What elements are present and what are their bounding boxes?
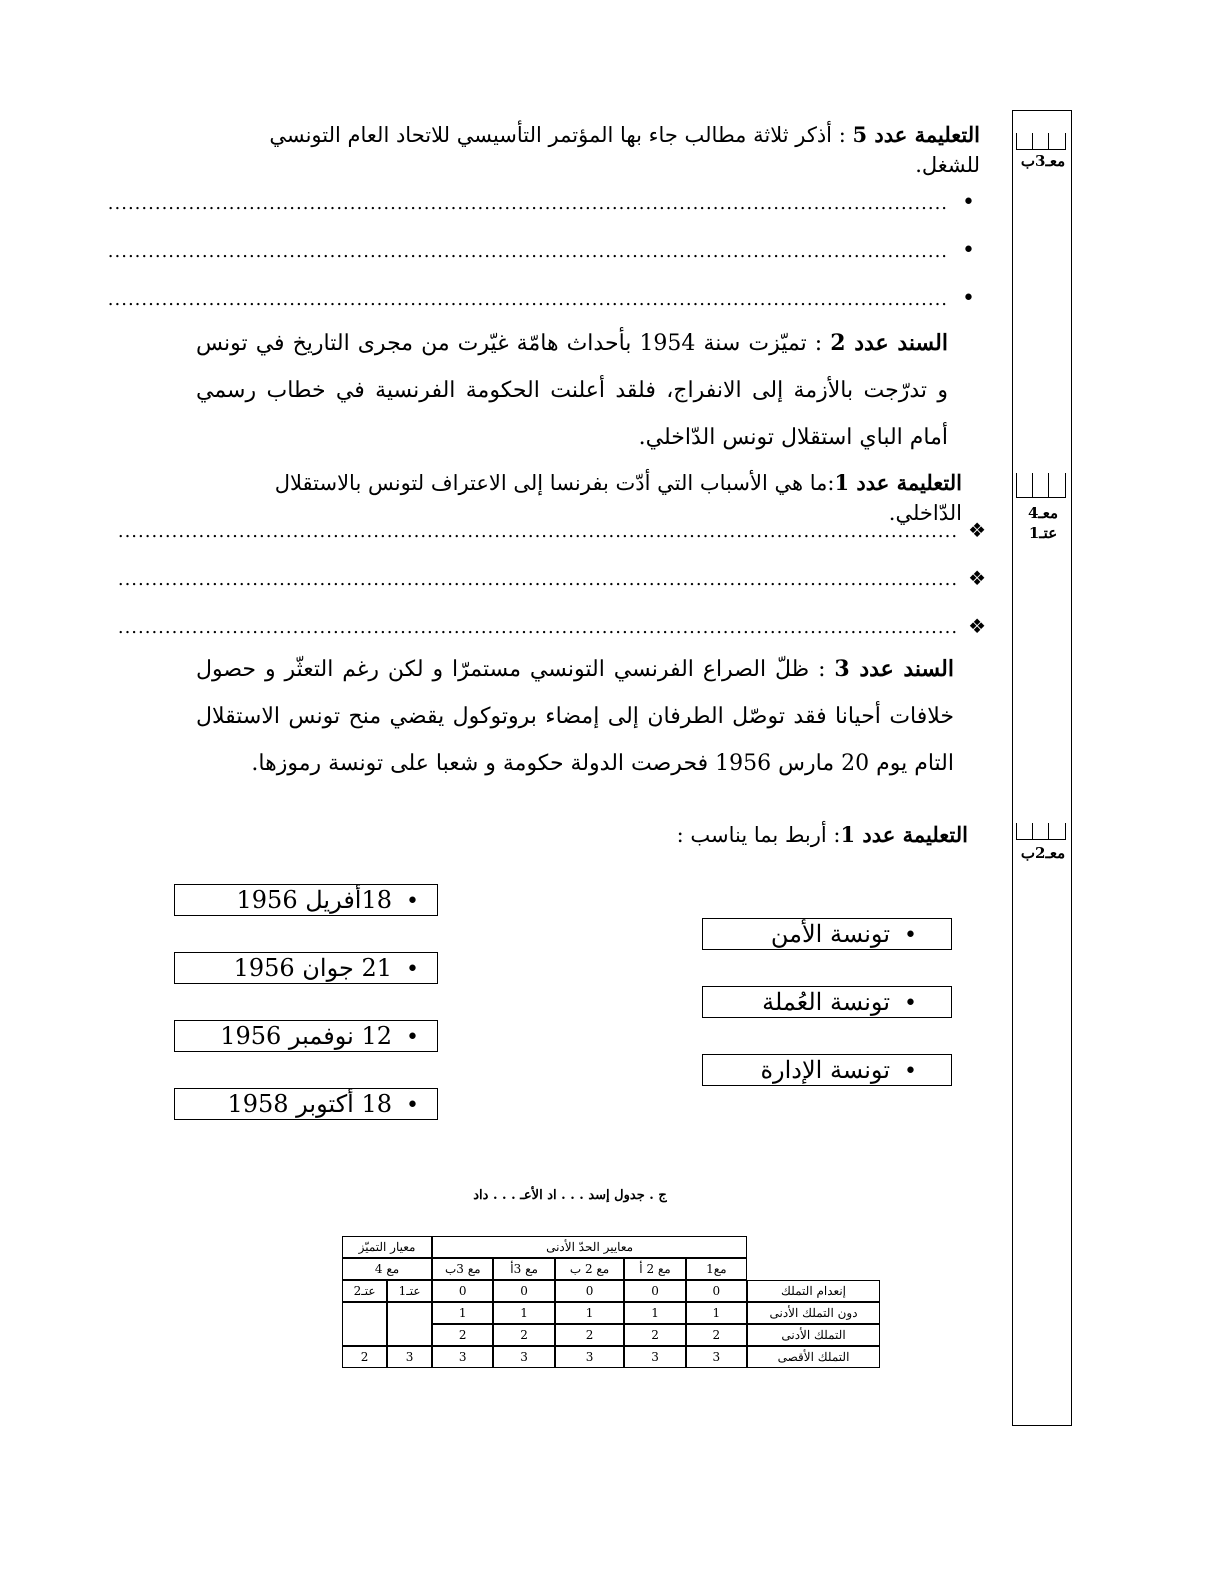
diamond-bullet-icon: ❖: [968, 518, 986, 542]
answer-line[interactable]: [107, 238, 975, 263]
answer-line[interactable]: [117, 518, 986, 542]
score-box-2[interactable]: [1016, 473, 1066, 498]
question-1-matching-text: : أربط بما يناسب :: [676, 823, 841, 847]
question-1-matching: [500, 820, 968, 850]
match-date-text: 18 أكتوبر 1958: [227, 1090, 393, 1118]
match-event-text: تونسة الأمن: [770, 920, 891, 948]
dotted-line: .............................................................................................................................: [117, 521, 959, 542]
score-label-2a: معـ4: [1027, 504, 1059, 522]
score-margin-column: [1012, 110, 1072, 1426]
table-row: [342, 1346, 880, 1368]
question-1-matching-label: التعليمة عدد 1: [840, 822, 968, 847]
table-cell: 2: [432, 1324, 493, 1346]
table-cell: 2: [342, 1346, 387, 1368]
match-date-text: 21 جوان 1956: [233, 954, 393, 982]
answer-line[interactable]: [117, 566, 986, 590]
match-event-box[interactable]: [702, 986, 952, 1018]
score-label-3: معـ2ب: [1020, 844, 1066, 862]
table-cell: 3: [432, 1346, 493, 1368]
diamond-bullet-icon: ❖: [968, 566, 986, 590]
question-1-text: :ما هي الأسباب التي أدّت بفرنسا إلى الاعتراف لتونس بالاستقلال الدّاخلي.: [274, 471, 962, 525]
dotted-line: .............................................................................................................................: [107, 289, 949, 310]
bullet-icon: •: [962, 190, 975, 215]
criteria-col-header: مع 2 أ: [624, 1258, 685, 1280]
dotted-line: .............................................................................................................................: [117, 617, 959, 638]
table-cell: 0: [624, 1280, 685, 1302]
table-row: [342, 1280, 880, 1302]
document-3: [196, 646, 954, 787]
answer-line[interactable]: [107, 286, 975, 311]
table-cell: [747, 1258, 880, 1280]
table-cell: 1: [432, 1302, 493, 1324]
document-3-label: السند عدد 3: [834, 656, 954, 682]
match-event-box[interactable]: [702, 918, 952, 950]
table-cell: 2: [686, 1324, 747, 1346]
question-5-label: التعليمة عدد 5: [852, 122, 980, 147]
table-cell: [387, 1324, 432, 1346]
dotted-line: .............................................................................................................................: [107, 193, 949, 214]
score-box-3[interactable]: [1016, 823, 1066, 840]
table-cell: [387, 1302, 432, 1324]
bullet-icon: •: [904, 923, 917, 948]
bullet-icon: •: [962, 238, 975, 263]
match-date-text: 18أفريل 1956: [236, 886, 393, 914]
document-2-text: : تميّزت سنة 1954 بأحداث هامّة غيّرت من مجرى التاريخ في تونس و تدرّجت بالأزمة إلى الانفراج، فلقد أعلنت الحكومة الفرنسية في خطاب رسمي أمام الباي استقلال تونس الدّاخلي.: [196, 331, 948, 450]
table-row: [342, 1302, 880, 1324]
table-cell: 0: [432, 1280, 493, 1302]
table-cell: 0: [686, 1280, 747, 1302]
question-5: [230, 120, 980, 180]
table-cell: 3: [624, 1346, 685, 1368]
bullet-icon: •: [904, 1059, 917, 1084]
diamond-bullet-icon: ❖: [968, 614, 986, 638]
match-event-text: تونسة العُملة: [762, 988, 891, 1016]
score-label-2b: عتـ1: [1028, 524, 1058, 542]
match-date-text: 12 نوفمبر 1956: [220, 1022, 393, 1050]
table-cell: [747, 1236, 880, 1258]
table-cell: 1: [493, 1302, 554, 1324]
match-date-box[interactable]: [174, 1088, 438, 1120]
question-1-label: التعليمة عدد 1: [834, 470, 962, 495]
row-label: التملك الأدنى: [747, 1324, 880, 1346]
table-cell: 1: [555, 1302, 625, 1324]
criteria-col-header: مع 2 ب: [555, 1258, 625, 1280]
grading-table: [342, 1236, 880, 1368]
table-cell: 1: [686, 1302, 747, 1324]
table-cell: 0: [493, 1280, 554, 1302]
row-label: التملك الأقصى: [747, 1346, 880, 1368]
dotted-line: .............................................................................................................................: [117, 569, 959, 590]
criteria-col-header: مع 4: [342, 1258, 432, 1280]
criteria-col-header: مع1: [686, 1258, 747, 1280]
table-cell: عتـ1: [387, 1280, 432, 1302]
table-cell: عتـ2: [342, 1280, 387, 1302]
criteria-col-header: مع 3أ: [493, 1258, 554, 1280]
table-row: [342, 1324, 880, 1346]
table-cell: 0: [555, 1280, 625, 1302]
table-cell: [342, 1324, 387, 1346]
table-cell: [342, 1302, 387, 1324]
answer-line[interactable]: [107, 190, 975, 215]
table-cell: 2: [555, 1324, 625, 1346]
table-cell: 1: [624, 1302, 685, 1324]
min-criteria-header: معايير الحدّ الأدنى: [432, 1236, 747, 1258]
row-label: دون التملك الأدنى: [747, 1302, 880, 1324]
match-date-box[interactable]: [174, 952, 438, 984]
table-cell: 3: [686, 1346, 747, 1368]
bullet-icon: •: [406, 957, 419, 982]
excellence-header: معيار التميّز: [342, 1236, 432, 1258]
bullet-icon: •: [406, 1093, 419, 1118]
document-2: [196, 320, 948, 461]
score-label-1: معـ3ب: [1020, 152, 1066, 170]
document-3-text: : ظلّ الصراع الفرنسي التونسي مستمرّا و لكن رغم التعثّر و حصول خلافات أحيانا فقد توصّل الطرفان إلى إمضاء بروتوكول يقضي منح تونس الاستقلال التام يوم 20 مارس 1956 فحرصت الدولة حكومة و شعبا على تونسة رموزها.: [196, 657, 954, 776]
table-cell: 2: [493, 1324, 554, 1346]
answer-line[interactable]: [117, 614, 986, 638]
match-event-box[interactable]: [702, 1054, 952, 1086]
match-date-box[interactable]: [174, 1020, 438, 1052]
row-label: إنعدام التملك: [747, 1280, 880, 1302]
bullet-icon: •: [962, 286, 975, 311]
document-2-label: السند عدد 2: [830, 330, 948, 356]
table-cell: 3: [387, 1346, 432, 1368]
table-row: [342, 1236, 880, 1258]
grading-table-caption: ج . جدول إسد . . . اد الأعـ . . . داد: [473, 1188, 667, 1203]
score-box-1[interactable]: [1016, 133, 1066, 150]
criteria-col-header: مع 3ب: [432, 1258, 493, 1280]
table-cell: 3: [555, 1346, 625, 1368]
bullet-icon: •: [406, 889, 419, 914]
question-5-text: : أذكر ثلاثة مطالب جاء بها المؤتمر التأسيسي للاتحاد العام التونسي للشغل.: [269, 123, 980, 177]
table-row: [342, 1258, 880, 1280]
table-cell: 2: [624, 1324, 685, 1346]
match-event-text: تونسة الإدارة: [760, 1056, 891, 1084]
match-date-box[interactable]: [174, 884, 438, 916]
dotted-line: .............................................................................................................................: [107, 241, 949, 262]
table-cell: 3: [493, 1346, 554, 1368]
bullet-icon: •: [406, 1025, 419, 1050]
bullet-icon: •: [904, 991, 917, 1016]
